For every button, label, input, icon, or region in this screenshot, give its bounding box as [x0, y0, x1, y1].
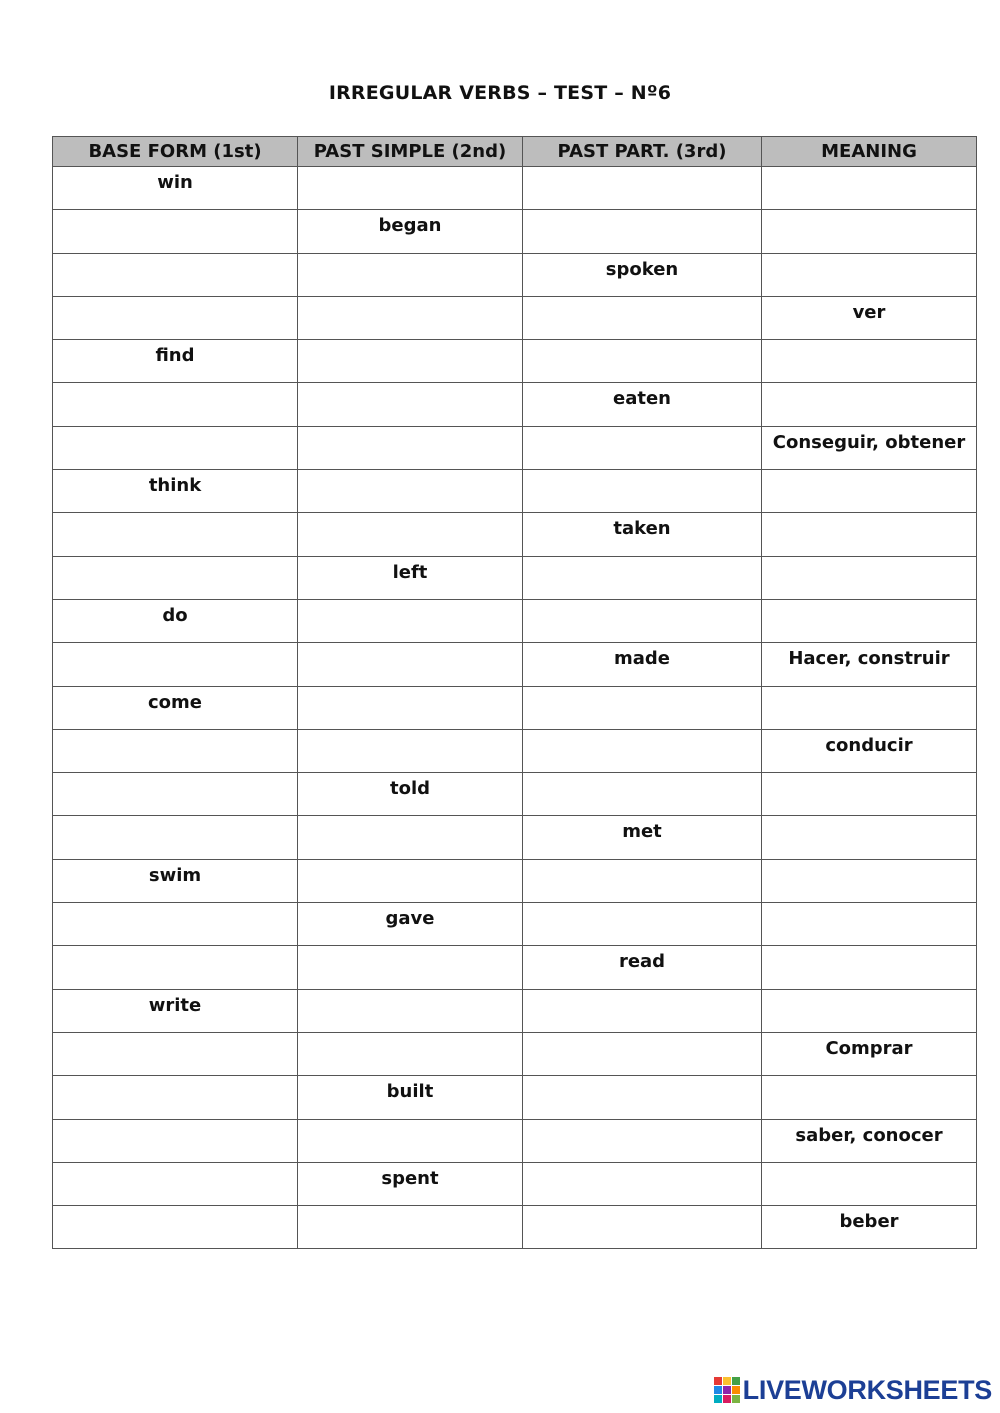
- past-participle-cell[interactable]: [523, 1162, 762, 1205]
- base-form-cell[interactable]: [53, 383, 298, 426]
- base-form-cell: write: [53, 989, 298, 1032]
- past-simple-cell[interactable]: [298, 1119, 523, 1162]
- base-form-cell[interactable]: [53, 426, 298, 469]
- table-row: [53, 1076, 977, 1119]
- past-participle-cell[interactable]: [523, 296, 762, 339]
- past-participle-cell[interactable]: [523, 470, 762, 513]
- past-simple-cell[interactable]: [298, 989, 523, 1032]
- past-participle-cell: made: [523, 643, 762, 686]
- past-simple-cell[interactable]: [298, 946, 523, 989]
- table-row: [53, 1032, 977, 1075]
- base-form-cell[interactable]: [53, 1162, 298, 1205]
- table-row: [53, 167, 977, 210]
- meaning-cell: Conseguir, obtener: [762, 426, 977, 469]
- meaning-cell: beber: [762, 1206, 977, 1249]
- table-row: [53, 643, 977, 686]
- table-row: [53, 729, 977, 772]
- past-participle-cell[interactable]: [523, 729, 762, 772]
- base-form-cell[interactable]: [53, 513, 298, 556]
- past-participle-cell[interactable]: [523, 1206, 762, 1249]
- meaning-cell[interactable]: [762, 1162, 977, 1205]
- meaning-cell[interactable]: [762, 773, 977, 816]
- base-form-cell[interactable]: [53, 643, 298, 686]
- past-participle-cell[interactable]: [523, 340, 762, 383]
- liveworksheets-logo-icon: [714, 1377, 740, 1403]
- past-simple-cell[interactable]: [298, 296, 523, 339]
- table-row: [53, 903, 977, 946]
- past-simple-cell[interactable]: [298, 253, 523, 296]
- table-row: [53, 383, 977, 426]
- past-participle-cell[interactable]: [523, 556, 762, 599]
- past-simple-cell[interactable]: [298, 859, 523, 902]
- past-simple-cell[interactable]: [298, 513, 523, 556]
- meaning-cell[interactable]: [762, 383, 977, 426]
- page-title: IRREGULAR VERBS – TEST – Nº6: [328, 82, 672, 104]
- table-row: [53, 686, 977, 729]
- past-participle-cell[interactable]: [523, 1032, 762, 1075]
- meaning-cell[interactable]: [762, 989, 977, 1032]
- base-form-cell: swim: [53, 859, 298, 902]
- header-past-participle: PAST PART. (3rd): [523, 137, 762, 167]
- past-simple-cell: left: [298, 556, 523, 599]
- meaning-cell[interactable]: [762, 513, 977, 556]
- table-row: [53, 340, 977, 383]
- meaning-cell[interactable]: [762, 210, 977, 253]
- past-participle-cell: met: [523, 816, 762, 859]
- past-simple-cell[interactable]: [298, 167, 523, 210]
- table-row: [53, 1119, 977, 1162]
- past-participle-cell[interactable]: [523, 859, 762, 902]
- base-form-cell: win: [53, 167, 298, 210]
- past-participle-cell: taken: [523, 513, 762, 556]
- past-simple-cell: spent: [298, 1162, 523, 1205]
- past-participle-cell[interactable]: [523, 903, 762, 946]
- table-header-row: [53, 137, 977, 167]
- table-row: [53, 513, 977, 556]
- table-row: [53, 1206, 977, 1249]
- base-form-cell[interactable]: [53, 556, 298, 599]
- past-simple-cell: gave: [298, 903, 523, 946]
- header-past-simple: PAST SIMPLE (2nd): [298, 137, 523, 167]
- past-simple-cell: began: [298, 210, 523, 253]
- base-form-cell[interactable]: [53, 1119, 298, 1162]
- past-participle-cell: eaten: [523, 383, 762, 426]
- past-participle-cell[interactable]: [523, 989, 762, 1032]
- past-simple-cell: built: [298, 1076, 523, 1119]
- meaning-cell[interactable]: [762, 167, 977, 210]
- past-simple-cell[interactable]: [298, 1032, 523, 1075]
- table-row: [53, 989, 977, 1032]
- base-form-cell: do: [53, 599, 298, 642]
- liveworksheets-logo: [714, 1375, 992, 1405]
- irregular-verbs-table: [52, 136, 977, 1249]
- base-form-cell[interactable]: [53, 1206, 298, 1249]
- past-participle-cell[interactable]: [523, 1076, 762, 1119]
- meaning-cell[interactable]: [762, 816, 977, 859]
- table-row: [53, 816, 977, 859]
- base-form-cell: find: [53, 340, 298, 383]
- past-simple-cell[interactable]: [298, 729, 523, 772]
- past-simple-cell[interactable]: [298, 470, 523, 513]
- past-participle-cell[interactable]: [523, 686, 762, 729]
- meaning-cell[interactable]: [762, 903, 977, 946]
- table-row: [53, 859, 977, 902]
- past-participle-cell: read: [523, 946, 762, 989]
- past-simple-cell[interactable]: [298, 426, 523, 469]
- meaning-cell[interactable]: [762, 859, 977, 902]
- meaning-cell[interactable]: [762, 253, 977, 296]
- table-row: [53, 470, 977, 513]
- meaning-cell: Hacer, construir: [762, 643, 977, 686]
- meaning-cell[interactable]: [762, 340, 977, 383]
- table-body: [53, 167, 977, 1249]
- past-simple-cell[interactable]: [298, 1206, 523, 1249]
- past-simple-cell[interactable]: [298, 686, 523, 729]
- past-simple-cell[interactable]: [298, 816, 523, 859]
- meaning-cell[interactable]: [762, 599, 977, 642]
- base-form-cell[interactable]: [53, 729, 298, 772]
- table-row: [53, 556, 977, 599]
- table-row: [53, 599, 977, 642]
- past-simple-cell[interactable]: [298, 643, 523, 686]
- past-simple-cell: told: [298, 773, 523, 816]
- base-form-cell[interactable]: [53, 903, 298, 946]
- base-form-cell[interactable]: [53, 253, 298, 296]
- past-participle-cell[interactable]: [523, 599, 762, 642]
- past-participle-cell[interactable]: [523, 426, 762, 469]
- meaning-cell[interactable]: [762, 556, 977, 599]
- past-simple-cell[interactable]: [298, 383, 523, 426]
- past-participle-cell[interactable]: [523, 210, 762, 253]
- meaning-cell: conducir: [762, 729, 977, 772]
- past-participle-cell: spoken: [523, 253, 762, 296]
- base-form-cell[interactable]: [53, 1032, 298, 1075]
- base-form-cell[interactable]: [53, 296, 298, 339]
- base-form-cell[interactable]: [53, 773, 298, 816]
- meaning-cell: saber, conocer: [762, 1119, 977, 1162]
- table-row: [53, 210, 977, 253]
- base-form-cell[interactable]: [53, 816, 298, 859]
- table-row: [53, 946, 977, 989]
- meaning-cell[interactable]: [762, 1076, 977, 1119]
- liveworksheets-logo-text: LIVEWORKSHEETS: [742, 1374, 992, 1405]
- meaning-cell: ver: [762, 296, 977, 339]
- header-base-form: BASE FORM (1st): [53, 137, 298, 167]
- meaning-cell[interactable]: [762, 686, 977, 729]
- base-form-cell[interactable]: [53, 946, 298, 989]
- table-row: [53, 1162, 977, 1205]
- table-row: [53, 426, 977, 469]
- table-row: [53, 773, 977, 816]
- table-row: [53, 296, 977, 339]
- table-row: [53, 253, 977, 296]
- past-participle-cell[interactable]: [523, 1119, 762, 1162]
- past-simple-cell[interactable]: [298, 340, 523, 383]
- meaning-cell[interactable]: [762, 946, 977, 989]
- past-participle-cell[interactable]: [523, 773, 762, 816]
- header-meaning: MEANING: [762, 137, 977, 167]
- base-form-cell[interactable]: [53, 1076, 298, 1119]
- meaning-cell: Comprar: [762, 1032, 977, 1075]
- meaning-cell[interactable]: [762, 470, 977, 513]
- base-form-cell[interactable]: [53, 210, 298, 253]
- past-simple-cell[interactable]: [298, 599, 523, 642]
- base-form-cell: think: [53, 470, 298, 513]
- base-form-cell: come: [53, 686, 298, 729]
- past-participle-cell[interactable]: [523, 167, 762, 210]
